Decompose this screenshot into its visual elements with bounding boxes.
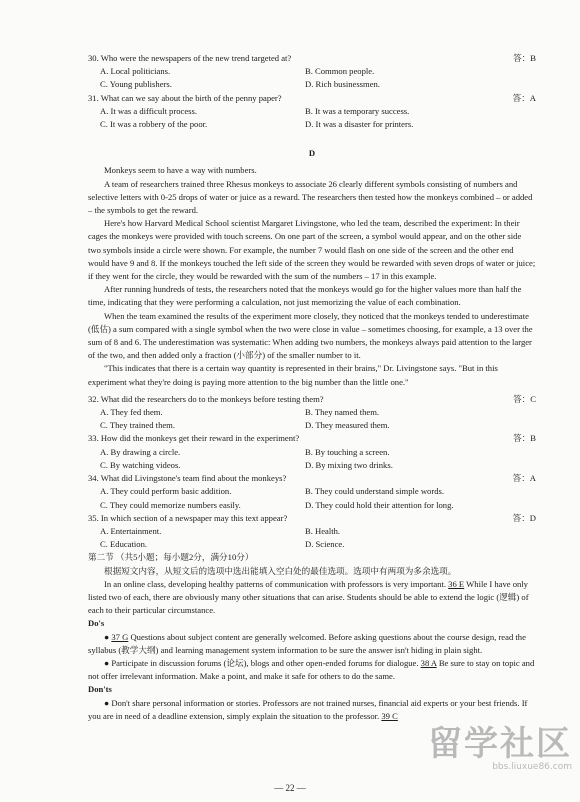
answer-key: 答：D xyxy=(512,512,536,523)
question-block xyxy=(88,52,536,92)
question-stem: 34. What did Livingstone's team find about the monkeys? 答：A xyxy=(88,472,536,485)
option: C. Young publishers. xyxy=(100,79,172,90)
option: D. Science. xyxy=(305,539,345,550)
question-stem: 35. In which section of a newspaper may this text appear? 答：D xyxy=(88,512,536,525)
option: A. They fed them. xyxy=(100,407,163,418)
answer-key: 答：C xyxy=(513,393,536,404)
question-stem: 32. What did the researchers do to the monkeys before testing them? 答：C xyxy=(88,393,536,406)
answer-key: 答：B xyxy=(513,53,536,63)
passage-paragraph: Monkeys seem to have a way with numbers. xyxy=(104,165,257,176)
do-item: ● 37 G Questions about subject content are generally welcomed. Before asking questions about the course design, read the syllabus (教学大纲) and learning management system information to be sure the answer isn't hiding in plain sight. xyxy=(88,631,526,655)
option: B. They could understand simple words. xyxy=(305,486,444,497)
do-item: ● Participate in discussion forums (论坛), blogs and other open-ended forums for dialogue. 38 A Be sure to stay on topic and not offer irrelevant information. Make a point, and make it safe for others to do the same. xyxy=(88,657,535,682)
passage xyxy=(88,164,536,388)
option: A. By drawing a circle. xyxy=(100,446,181,457)
answer-key: 答：A xyxy=(512,92,536,103)
option: D. It was a disaster for printers. xyxy=(305,119,414,130)
option: D. They measured them. xyxy=(305,420,390,431)
option: C. They could memorize numbers easily. xyxy=(100,499,241,510)
part-two-heading: 第二节 （共5小题；每小题2分，满分10分） xyxy=(88,552,254,563)
passage-paragraph: "This indicates that there is a certain way quantity is represented in their brains," Dr. Livingstone says. "But in this experiment what they're doing is paying more attention to the big number than the little one." xyxy=(88,363,498,387)
question-stem: 31. What can we say about the birth of the penny paper? 答：A xyxy=(88,92,536,105)
answer-blank: 37 G xyxy=(111,631,129,642)
options xyxy=(88,485,536,511)
question-block xyxy=(88,92,536,132)
part-two-instruction: 根据短文内容，从短文后的选项中选出能填入空白处的最佳选项。选项中有两项为多余选项。 xyxy=(104,565,457,576)
question-block xyxy=(88,393,536,433)
option: C. Education. xyxy=(100,539,148,550)
option: C. By watching videos. xyxy=(100,459,181,470)
question-stem: 33. How did the monkeys get their reward in the experiment? 答：B xyxy=(88,432,536,445)
part-two xyxy=(88,551,536,723)
question-stem: 30. Who were the newspapers of the new trend targeted at? 答：B xyxy=(88,52,536,65)
option: D. By mixing two drinks. xyxy=(305,459,393,470)
option: C. They trained them. xyxy=(100,420,176,431)
intro-paragraph: In an online class, developing healthy patterns of communication with professors is very important. 36 E While I have only listed two of each, there are obviously many other situations that can arise. Students should be able to extend the logic (逻辑) of each to their particular circumstance. xyxy=(88,578,529,616)
page-number: — 22 — xyxy=(274,783,306,793)
options xyxy=(88,525,536,551)
option: D. Rich businessmen. xyxy=(305,79,380,90)
answer-blank: 39 C xyxy=(381,710,398,721)
watermark-url: bbs.liuxue86.com xyxy=(492,761,572,772)
option: A. They could perform basic addition. xyxy=(100,486,232,497)
answer-key: 答：A xyxy=(512,473,536,484)
option: A. It was a difficult process. xyxy=(100,105,197,116)
options xyxy=(88,65,536,91)
watermark xyxy=(428,723,572,774)
donts-heading: Don'ts xyxy=(88,684,112,695)
question-block xyxy=(88,512,536,552)
options xyxy=(88,105,536,131)
section-heading: D xyxy=(308,148,316,159)
question-block xyxy=(88,472,536,512)
answer-blank: 38 A xyxy=(420,657,437,668)
dos-heading: Do's xyxy=(88,618,105,629)
watermark-logo: 留学社区 xyxy=(428,723,572,764)
questions-32-35 xyxy=(88,393,536,551)
option: D. They could hold their attention for long. xyxy=(305,499,454,510)
option: B. Common people. xyxy=(305,66,375,77)
dont-item: ● Don't share personal information or stories. Professors are not trained nurses, financial aid experts or your best friends. If you are in need of a deadline extension, simply explain the situation to the professor. 39 C xyxy=(88,697,528,721)
passage-paragraph: When the team examined the results of the experiment more closely, they noticed that the monkeys tended to underestimate (低估) a sum compared with a single symbol when the two were close in value – sometimes choosing, for example, a 13 over the sum of 8 and 6. The underestimation was systematic: When adding two numbers, the monkeys always paid attention to the larger of the two, and then added only a fraction (小部分) of the smaller number to it. xyxy=(88,310,533,361)
option: B. By touching a screen. xyxy=(305,446,390,457)
option: B. It was a temporary success. xyxy=(305,105,410,116)
option: A. Local politicians. xyxy=(100,66,171,77)
answer-blank: 36 E xyxy=(448,578,465,589)
passage-paragraph: After running hundreds of tests, the researchers noted that the monkeys would go for the higher values more than half the time, indicating that they were performing a calculation, not just memorizing the value of each combination. xyxy=(88,284,522,308)
option: C. It was a robbery of the poor. xyxy=(100,119,208,130)
answer-key: 答：B xyxy=(513,433,536,444)
options xyxy=(88,446,536,472)
options xyxy=(88,406,536,432)
option: B. Health. xyxy=(305,525,341,536)
option: A. Entertainment. xyxy=(100,525,162,536)
passage-paragraph: Here's how Harvard Medical School scientist Margaret Livingstone, who led the team, described the experiment: In their cages the monkeys were provided with touch screens. On one part of the screen, a symbol would appear, and on the other side two symbols inside a circle were shown. For example, the number 7 would flash on one side of the screen and the other end would have 9 and 8. If the monkeys touched the left side of the screen they would be rewarded with seven drops of water or juice; if they went for the circle, they would be rewarded with the sum of the numbers – 17 in this example. xyxy=(88,218,536,282)
question-block xyxy=(88,432,536,472)
option: B. They named them. xyxy=(305,407,380,418)
passage-paragraph: A team of researchers trained three Rhesus monkeys to associate 26 clearly different symbols consisting of numbers and selective letters with 0-25 drops of water or juice as a reward. The researchers then tested how the monkeys combined – or added – the symbols to get the reward. xyxy=(88,178,533,216)
questions-30-31 xyxy=(88,52,536,131)
